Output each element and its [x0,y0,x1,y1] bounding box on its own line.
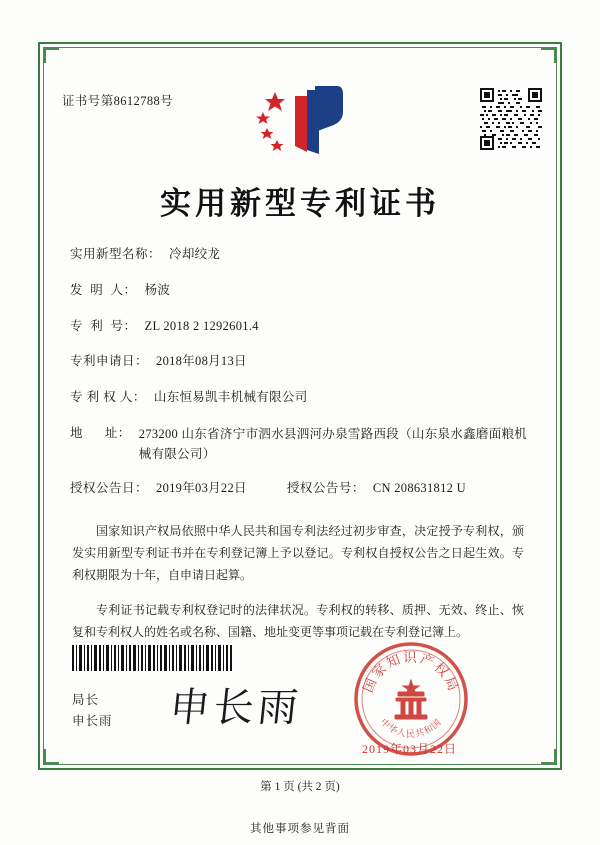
handwritten-signature: 申长雨 [167,685,305,731]
field-row-application-date [70,352,530,371]
qr-code [480,88,542,150]
field-value: 273200 山东省济宁市泗水县泗河办泉雪路西段（山东泉水鑫磨面粮机械有限公司） [138,426,528,462]
field-label: 专 利 权 人： [70,390,146,404]
field-row-grant-publication [70,479,530,498]
field-list [70,245,530,513]
paragraph-1: 国家知识产权局依照中华人民共和国专利法经过初步审查，决定授予专利权，颁发实用新型专利证书并在专利登记簿上予以登记。专利权自授权公告之日起生效。专利权期限为十年，自申请日起算。 [72,524,524,583]
field-row-inventor [70,281,530,300]
field-row-patentee [70,388,530,407]
director-block [72,690,113,733]
certificate-number: 证书号第8612788号 [62,94,174,108]
field-value: 山东恒易凯丰机械有限公司 [153,390,308,404]
field-label: 实用新型名称： [70,247,162,261]
grant-number-value: CN 208631812 U [372,481,466,495]
field-value: 杨波 [144,282,171,297]
director-label: 局长 [72,693,100,707]
field-row-patent-number [70,317,530,336]
page-title: 实用新型专利证书 [160,186,440,222]
footer-note: 其他事项参见背面 [250,823,350,835]
grant-date-label: 授权公告日： [70,481,149,495]
svg-text:中华人民共和国: 中华人民共和国 [377,717,445,740]
director-name: 申长雨 [72,714,113,729]
grant-number-group [287,479,466,498]
corner-ornament-top-left [43,47,59,63]
field-label: 专利申请日： [70,354,149,369]
field-value: 2018年08月13日 [156,354,247,369]
corner-ornament-top-right [541,47,557,63]
field-value: ZL 2018 2 1292601.4 [144,318,259,333]
field-label: 专 利 号： [70,318,137,333]
field-label: 发 明 人： [70,282,137,297]
grant-number-label: 授权公告号： [286,481,365,495]
barcode [72,645,232,671]
field-row-address [70,424,530,465]
svg-text:国家知识产权局: 国家知识产权局 [360,650,462,695]
seal-date: 2019年03月22日 [362,742,458,756]
legal-text-block [72,508,524,651]
corner-ornament-bottom-left [43,749,59,765]
cnipa-logo-icon [255,82,347,158]
grant-date-value: 2019年03月22日 [156,481,247,495]
corner-ornament-bottom-right [541,749,557,765]
field-label: 地 址： [70,425,131,440]
field-row-utility-model-name [70,245,530,264]
page-number: 第 1 页 (共 2 页) [260,781,340,793]
field-value: 冷却绞龙 [169,247,221,261]
paragraph-2: 专利证书记载专利权登记时的法律状况。专利权的转移、质押、无效、终止、恢复和专利权人的姓名或名称、国籍、地址变更等事项记载在专利登记簿上。 [72,602,524,639]
